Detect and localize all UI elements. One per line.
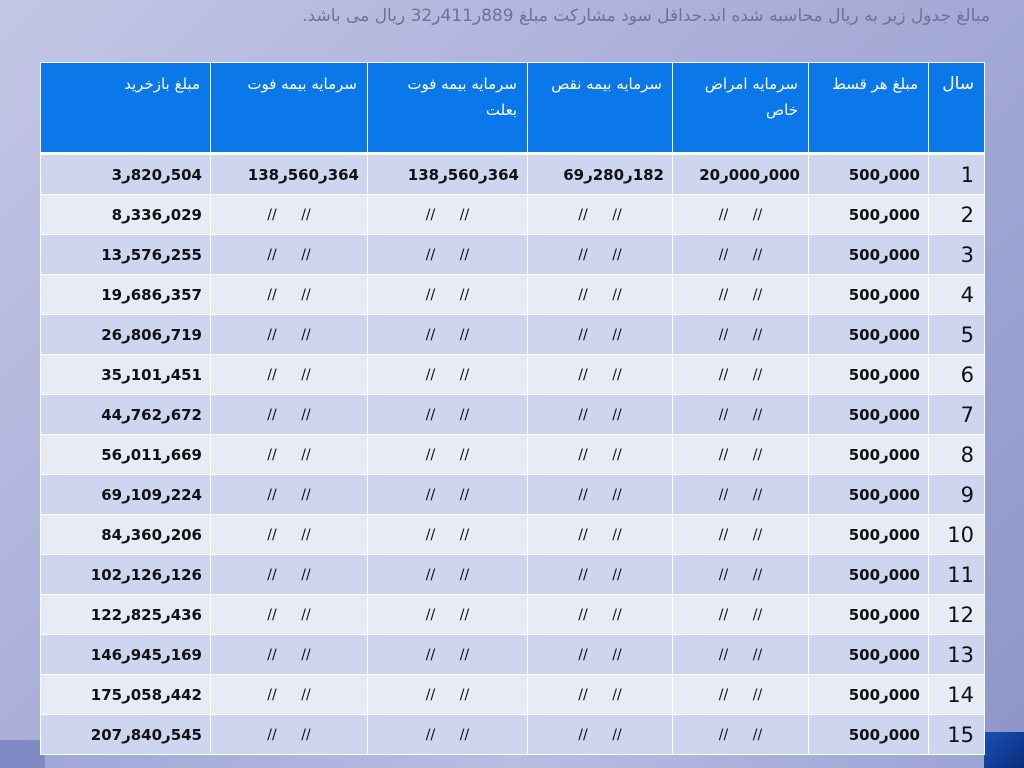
cell-installment: 000ر500 — [809, 235, 929, 275]
ditto-mark: // — [301, 246, 311, 263]
ditto-mark: // — [718, 686, 729, 703]
cell-death — [211, 595, 368, 635]
ditto-mark: // — [425, 606, 436, 623]
cell-death-cause — [368, 635, 528, 675]
ditto-mark: // — [578, 646, 588, 663]
cell-installment: 000ر500 — [809, 715, 929, 755]
table-row — [41, 435, 985, 475]
cell-death — [211, 675, 368, 715]
cell-year: 7 — [929, 395, 985, 435]
ditto-mark: // — [301, 406, 311, 423]
ditto-mark: // — [425, 286, 436, 303]
ditto-mark: // — [612, 606, 622, 623]
cell-year: 4 — [929, 275, 985, 315]
cell-special-disease — [673, 715, 809, 755]
ditto-mark: // — [718, 526, 729, 543]
ditto-mark: // — [425, 726, 436, 743]
ditto-mark: // — [752, 406, 763, 423]
ditto-mark: // — [612, 486, 622, 503]
ditto-mark: // — [267, 326, 277, 343]
cell-disability — [528, 315, 673, 355]
cell-disability — [528, 235, 673, 275]
table-header-row — [41, 63, 985, 154]
ditto-mark: // — [425, 526, 436, 543]
ditto-mark: // — [425, 206, 436, 223]
ditto-mark: // — [718, 446, 729, 463]
ditto-mark: // — [267, 526, 277, 543]
header-disability: سرمایه بیمه نقص — [528, 63, 673, 154]
ditto-mark: // — [752, 646, 763, 663]
cell-year: 12 — [929, 595, 985, 635]
cell-death-cause — [368, 275, 528, 315]
ditto-mark: // — [578, 726, 588, 743]
ditto-mark: // — [425, 486, 436, 503]
ditto-mark: // — [301, 446, 311, 463]
ditto-mark: // — [425, 646, 436, 663]
cell-installment: 000ر500 — [809, 395, 929, 435]
ditto-mark: // — [267, 366, 277, 383]
ditto-mark: // — [718, 486, 729, 503]
cell-surrender: 545ر840ر207 — [41, 715, 211, 755]
ditto-mark: // — [267, 686, 277, 703]
cell-special-disease — [673, 595, 809, 635]
ditto-mark: // — [459, 406, 470, 423]
ditto-mark: // — [459, 326, 470, 343]
ditto-mark: // — [301, 486, 311, 503]
cell-disability — [528, 635, 673, 675]
ditto-mark: // — [301, 686, 311, 703]
header-death: سرمایه بیمه فوت — [211, 63, 368, 154]
cell-surrender: 719ر806ر26 — [41, 315, 211, 355]
ditto-mark: // — [425, 566, 436, 583]
ditto-mark: // — [301, 606, 311, 623]
table-row — [41, 275, 985, 315]
cell-death — [211, 515, 368, 555]
cell-year: 6 — [929, 355, 985, 395]
ditto-mark: // — [578, 326, 588, 343]
cell-year: 13 — [929, 635, 985, 675]
ditto-mark: // — [752, 726, 763, 743]
ditto-mark: // — [301, 286, 311, 303]
ditto-mark: // — [578, 246, 588, 263]
ditto-mark: // — [459, 486, 470, 503]
ditto-mark: // — [267, 566, 277, 583]
cell-disability — [528, 275, 673, 315]
cell-surrender: 029ر336ر8 — [41, 195, 211, 235]
cell-disability — [528, 715, 673, 755]
ditto-mark: // — [578, 286, 588, 303]
cell-surrender: 224ر109ر69 — [41, 475, 211, 515]
ditto-mark: // — [267, 206, 277, 223]
ditto-mark: // — [267, 246, 277, 263]
table-row — [41, 395, 985, 435]
ditto-mark: // — [301, 526, 311, 543]
ditto-mark: // — [578, 206, 588, 223]
ditto-mark: // — [459, 566, 470, 583]
cell-special-disease — [673, 315, 809, 355]
ditto-mark: // — [612, 366, 622, 383]
header-surrender: مبلغ بازخرید — [41, 63, 211, 154]
cell-disability — [528, 195, 673, 235]
table-row — [41, 595, 985, 635]
cell-death — [211, 195, 368, 235]
cell-installment: 000ر500 — [809, 595, 929, 635]
cell-year: 15 — [929, 715, 985, 755]
cell-death-cause — [368, 315, 528, 355]
ditto-mark: // — [718, 566, 729, 583]
caption-text: مبالغ جدول زیر به ریال محاسبه شده اند.حداقل سود مشارکت مبلغ 889ر411ر32 ریال می باشد. — [302, 6, 990, 26]
ditto-mark: // — [301, 566, 311, 583]
cell-surrender: 442ر058ر175 — [41, 675, 211, 715]
cell-death-cause — [368, 555, 528, 595]
cell-disability — [528, 435, 673, 475]
cell-death-cause — [368, 515, 528, 555]
cell-year: 8 — [929, 435, 985, 475]
cell-installment: 000ر500 — [809, 275, 929, 315]
ditto-mark: // — [752, 446, 763, 463]
cell-special-disease — [673, 275, 809, 315]
cell-surrender: 436ر825ر122 — [41, 595, 211, 635]
ditto-mark: // — [718, 286, 729, 303]
cell-death — [211, 635, 368, 675]
ditto-mark: // — [612, 406, 622, 423]
ditto-mark: // — [301, 726, 311, 743]
ditto-mark: // — [459, 726, 470, 743]
ditto-mark: // — [752, 686, 763, 703]
ditto-mark: // — [752, 326, 763, 343]
ditto-mark: // — [752, 486, 763, 503]
cell-surrender: 451ر101ر35 — [41, 355, 211, 395]
table-row — [41, 715, 985, 755]
cell-disability — [528, 675, 673, 715]
cell-disability — [528, 515, 673, 555]
ditto-mark: // — [459, 526, 470, 543]
table-row — [41, 154, 985, 195]
cell-special-disease — [673, 515, 809, 555]
cell-special-disease — [673, 195, 809, 235]
cell-year: 10 — [929, 515, 985, 555]
cell-installment: 000ر500 — [809, 154, 929, 195]
cell-death — [211, 435, 368, 475]
cell-year: 9 — [929, 475, 985, 515]
cell-installment: 000ر500 — [809, 555, 929, 595]
cell-death: 364ر560ر138 — [211, 154, 368, 195]
cell-death — [211, 315, 368, 355]
table-row — [41, 355, 985, 395]
table-row — [41, 315, 985, 355]
cell-special-disease — [673, 435, 809, 475]
cell-special-disease — [673, 355, 809, 395]
table-row — [41, 475, 985, 515]
ditto-mark: // — [425, 406, 436, 423]
cell-death — [211, 715, 368, 755]
ditto-mark: // — [459, 246, 470, 263]
insurance-table — [40, 62, 985, 755]
table-row — [41, 555, 985, 595]
cell-installment: 000ر500 — [809, 195, 929, 235]
cell-death-cause — [368, 195, 528, 235]
cell-death-cause — [368, 475, 528, 515]
ditto-mark: // — [752, 606, 763, 623]
ditto-mark: // — [612, 726, 622, 743]
ditto-mark: // — [612, 526, 622, 543]
ditto-mark: // — [718, 326, 729, 343]
cell-death-cause — [368, 435, 528, 475]
ditto-mark: // — [612, 206, 622, 223]
ditto-mark: // — [718, 726, 729, 743]
cell-installment: 000ر500 — [809, 475, 929, 515]
ditto-mark: // — [267, 606, 277, 623]
cell-disability — [528, 475, 673, 515]
cell-death-cause — [368, 715, 528, 755]
cell-death — [211, 395, 368, 435]
table-row — [41, 195, 985, 235]
ditto-mark: // — [267, 486, 277, 503]
cell-installment: 000ر500 — [809, 315, 929, 355]
cell-year: 14 — [929, 675, 985, 715]
ditto-mark: // — [459, 446, 470, 463]
ditto-mark: // — [267, 646, 277, 663]
cell-death-cause — [368, 235, 528, 275]
cell-disability: 182ر280ر69 — [528, 154, 673, 195]
ditto-mark: // — [425, 326, 436, 343]
ditto-mark: // — [718, 366, 729, 383]
ditto-mark: // — [301, 646, 311, 663]
cell-surrender: 672ر762ر44 — [41, 395, 211, 435]
ditto-mark: // — [752, 246, 763, 263]
ditto-mark: // — [612, 326, 622, 343]
cell-surrender: 255ر576ر13 — [41, 235, 211, 275]
cell-surrender: 126ر126ر102 — [41, 555, 211, 595]
ditto-mark: // — [267, 286, 277, 303]
header-death-cause: سرمایه بیمه فوت بعلت — [368, 63, 528, 154]
ditto-mark: // — [752, 206, 763, 223]
cell-death-cause — [368, 355, 528, 395]
ditto-mark: // — [752, 286, 763, 303]
cell-year: 11 — [929, 555, 985, 595]
cell-special-disease — [673, 235, 809, 275]
ditto-mark: // — [612, 286, 622, 303]
ditto-mark: // — [578, 566, 588, 583]
cell-year: 3 — [929, 235, 985, 275]
ditto-mark: // — [612, 446, 622, 463]
ditto-mark: // — [578, 406, 588, 423]
cell-death-cause — [368, 595, 528, 635]
table-row — [41, 675, 985, 715]
cell-installment: 000ر500 — [809, 675, 929, 715]
header-special-disease: سرمایه امراض خاص — [673, 63, 809, 154]
ditto-mark: // — [718, 206, 729, 223]
ditto-mark: // — [612, 646, 622, 663]
ditto-mark: // — [425, 686, 436, 703]
ditto-mark: // — [578, 446, 588, 463]
cell-death — [211, 355, 368, 395]
cell-surrender: 357ر686ر19 — [41, 275, 211, 315]
cell-death — [211, 275, 368, 315]
header-year: سال — [929, 63, 985, 154]
ditto-mark: // — [459, 606, 470, 623]
cell-installment: 000ر500 — [809, 355, 929, 395]
ditto-mark: // — [718, 246, 729, 263]
cell-special-disease — [673, 555, 809, 595]
ditto-mark: // — [459, 646, 470, 663]
cell-death — [211, 235, 368, 275]
ditto-mark: // — [301, 366, 311, 383]
ditto-mark: // — [459, 206, 470, 223]
cell-death — [211, 555, 368, 595]
cell-disability — [528, 555, 673, 595]
ditto-mark: // — [301, 206, 311, 223]
cell-special-disease — [673, 635, 809, 675]
ditto-mark: // — [425, 446, 436, 463]
table-row — [41, 235, 985, 275]
cell-surrender: 669ر011ر56 — [41, 435, 211, 475]
ditto-mark: // — [459, 686, 470, 703]
cell-surrender: 206ر360ر84 — [41, 515, 211, 555]
corner-decoration — [984, 732, 1024, 768]
table-row — [41, 635, 985, 675]
cell-death-cause — [368, 675, 528, 715]
cell-installment: 000ر500 — [809, 435, 929, 475]
footer-left-accent — [0, 740, 45, 768]
ditto-mark: // — [425, 366, 436, 383]
cell-special-disease — [673, 475, 809, 515]
ditto-mark: // — [459, 286, 470, 303]
cell-surrender: 169ر945ر146 — [41, 635, 211, 675]
ditto-mark: // — [612, 566, 622, 583]
ditto-mark: // — [718, 406, 729, 423]
ditto-mark: // — [301, 326, 311, 343]
ditto-mark: // — [459, 366, 470, 383]
cell-installment: 000ر500 — [809, 635, 929, 675]
ditto-mark: // — [612, 686, 622, 703]
ditto-mark: // — [267, 446, 277, 463]
cell-special-disease — [673, 395, 809, 435]
ditto-mark: // — [267, 406, 277, 423]
ditto-mark: // — [578, 366, 588, 383]
table-container — [40, 62, 984, 755]
cell-surrender: 504ر820ر3 — [41, 154, 211, 195]
cell-death — [211, 475, 368, 515]
table-row — [41, 515, 985, 555]
ditto-mark: // — [578, 486, 588, 503]
cell-special-disease — [673, 675, 809, 715]
ditto-mark: // — [612, 246, 622, 263]
ditto-mark: // — [718, 606, 729, 623]
ditto-mark: // — [578, 526, 588, 543]
ditto-mark: // — [752, 566, 763, 583]
cell-year: 1 — [929, 154, 985, 195]
cell-death-cause: 364ر560ر138 — [368, 154, 528, 195]
ditto-mark: // — [752, 526, 763, 543]
cell-year: 5 — [929, 315, 985, 355]
ditto-mark: // — [425, 246, 436, 263]
cell-special-disease: 000ر000ر20 — [673, 154, 809, 195]
ditto-mark: // — [267, 726, 277, 743]
header-installment: مبلغ هر قسط — [809, 63, 929, 154]
cell-disability — [528, 395, 673, 435]
cell-disability — [528, 355, 673, 395]
ditto-mark: // — [752, 366, 763, 383]
cell-disability — [528, 595, 673, 635]
ditto-mark: // — [578, 686, 588, 703]
cell-death-cause — [368, 395, 528, 435]
ditto-mark: // — [718, 646, 729, 663]
cell-year: 2 — [929, 195, 985, 235]
cell-installment: 000ر500 — [809, 515, 929, 555]
ditto-mark: // — [578, 606, 588, 623]
